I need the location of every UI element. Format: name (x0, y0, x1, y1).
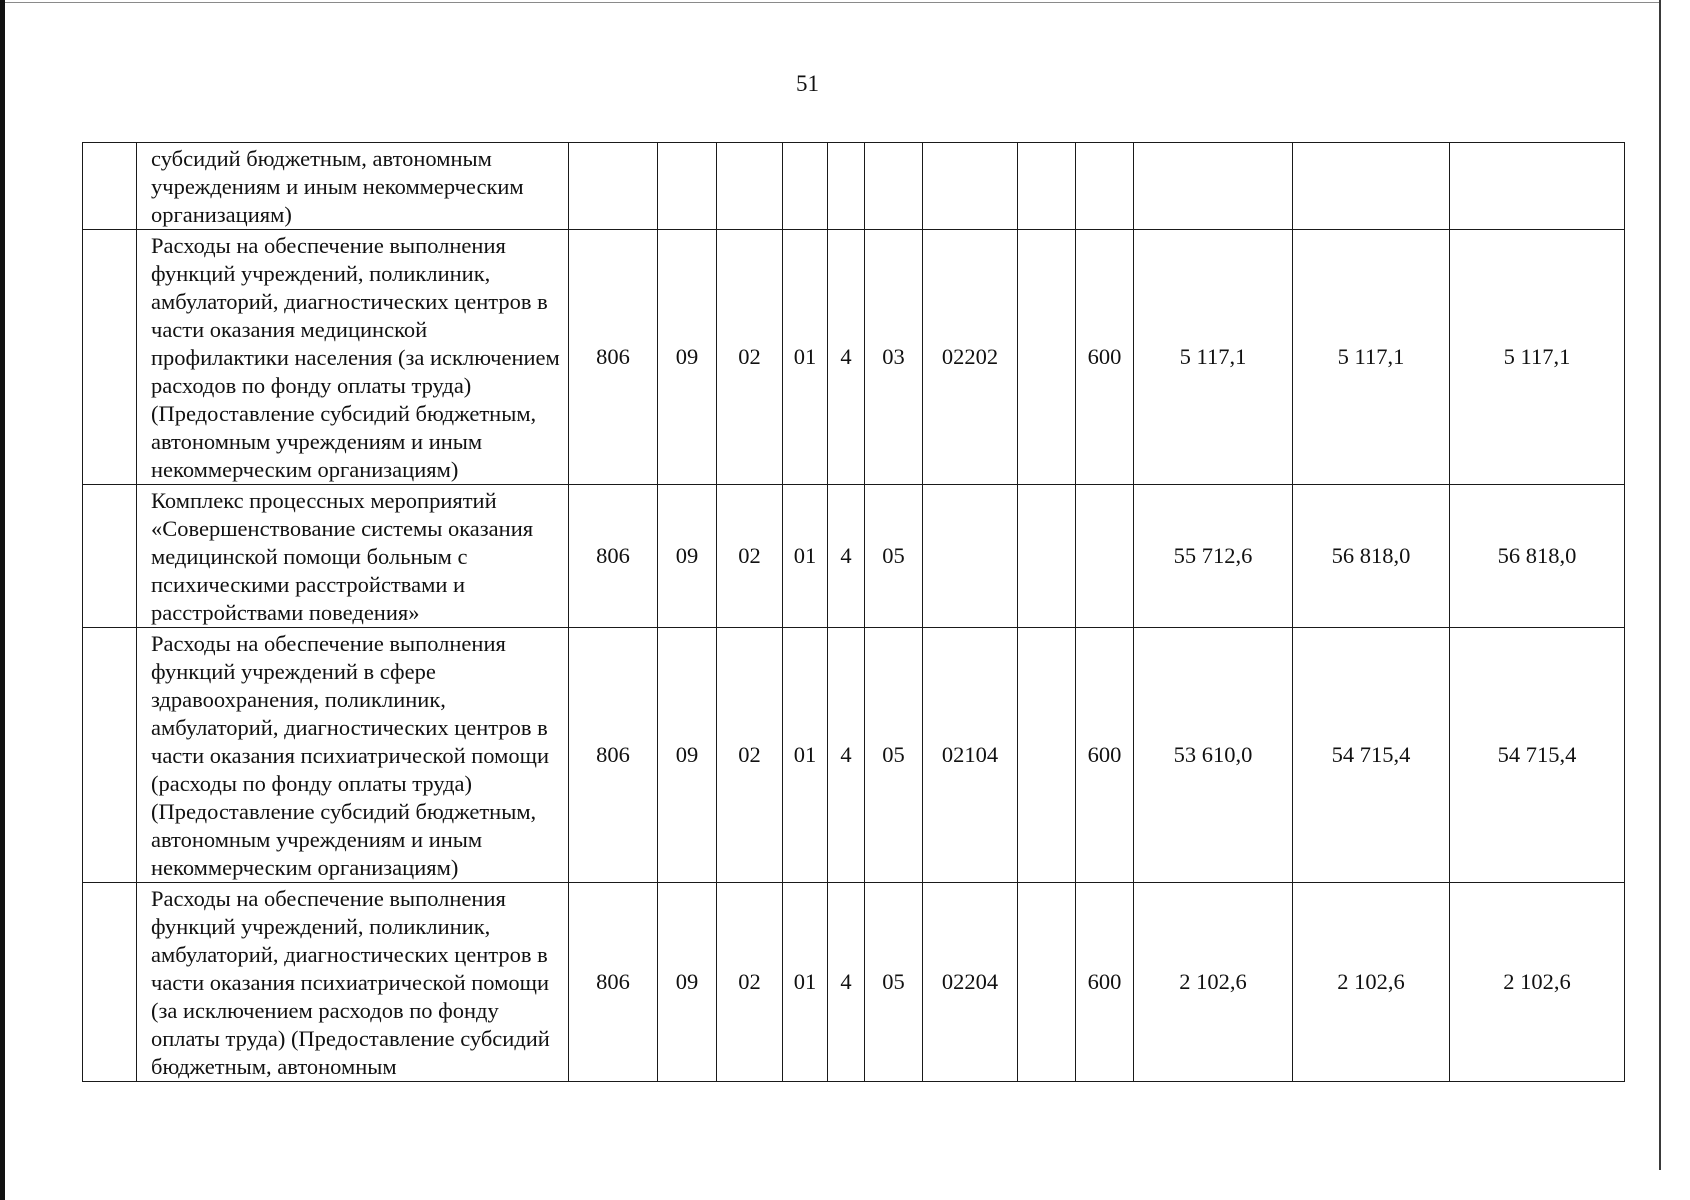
complex-code: 03 (865, 230, 923, 485)
table-row (83, 485, 1625, 628)
amount-year1: 2 102,6 (1134, 883, 1293, 1082)
amount-year3: 2 102,6 (1450, 883, 1625, 1082)
extra-code (1018, 230, 1076, 485)
row-description: Расходы на обеспечение выполнения функций учреждений, поликлиник, амбулаторий, диагностических центров в части оказания психиатрической помощи (за исключением расходов по фонду оплаты труда) (Предоставление субсидий бюджетным, автономным (137, 883, 569, 1082)
subsection-code: 02 (717, 628, 783, 883)
ministry-code: 806 (569, 230, 658, 485)
amount-year3 (1450, 143, 1625, 230)
extra-code (1018, 485, 1076, 628)
budget-table (82, 142, 1625, 1082)
program-code: 01 (783, 230, 828, 485)
section-code: 09 (658, 485, 717, 628)
row-description: Комплекс процессных мероприятий «Совершенствование системы оказания медицинской помощи больным с психическими расстройствами и расстройствами поведения» (137, 485, 569, 628)
direction-code (923, 485, 1018, 628)
complex-code: 05 (865, 485, 923, 628)
direction-code: 02202 (923, 230, 1018, 485)
scan-left-edge (0, 0, 5, 1200)
section-code: 09 (658, 628, 717, 883)
table-row (83, 628, 1625, 883)
subsection-code: 02 (717, 230, 783, 485)
program-code: 01 (783, 628, 828, 883)
ministry-code (569, 143, 658, 230)
type-code: 4 (828, 485, 865, 628)
amount-year3: 5 117,1 (1450, 230, 1625, 485)
expense-type-code: 600 (1076, 883, 1134, 1082)
ministry-code: 806 (569, 485, 658, 628)
table-row (83, 230, 1625, 485)
row-description: Расходы на обеспечение выполнения функций учреждений в сфере здравоохранения, поликлиник, амбулаторий, диагностических центров в части оказания психиатрической помощи (расходы по фонду оплаты труда) (Предоставление субсидий бюджетным, автономным учреждениям и иным некоммерческим организациям) (137, 628, 569, 883)
section-code: 09 (658, 230, 717, 485)
amount-year1: 53 610,0 (1134, 628, 1293, 883)
row-index (83, 883, 137, 1082)
extra-code (1018, 883, 1076, 1082)
type-code: 4 (828, 628, 865, 883)
amount-year3: 54 715,4 (1450, 628, 1625, 883)
section-code (658, 143, 717, 230)
table-row (83, 883, 1625, 1082)
amount-year2: 5 117,1 (1293, 230, 1450, 485)
amount-year2 (1293, 143, 1450, 230)
row-description: субсидий бюджетным, автономным учреждениям и иным некоммерческим организациям) (137, 143, 569, 230)
subsection-code (717, 143, 783, 230)
page-number: 51 (796, 71, 819, 96)
table-row (83, 143, 1625, 230)
subsection-code: 02 (717, 883, 783, 1082)
complex-code: 05 (865, 883, 923, 1082)
section-code: 09 (658, 883, 717, 1082)
amount-year2: 54 715,4 (1293, 628, 1450, 883)
amount-year1: 55 712,6 (1134, 485, 1293, 628)
ministry-code: 806 (569, 628, 658, 883)
expense-type-code: 600 (1076, 628, 1134, 883)
subsection-code: 02 (717, 485, 783, 628)
row-index (83, 230, 137, 485)
complex-code (865, 143, 923, 230)
amount-year1 (1134, 143, 1293, 230)
row-index (83, 628, 137, 883)
complex-code: 05 (865, 628, 923, 883)
amount-year1: 5 117,1 (1134, 230, 1293, 485)
amount-year2: 56 818,0 (1293, 485, 1450, 628)
direction-code (923, 143, 1018, 230)
row-index (83, 485, 137, 628)
amount-year2: 2 102,6 (1293, 883, 1450, 1082)
extra-code (1018, 628, 1076, 883)
type-code: 4 (828, 883, 865, 1082)
direction-code: 02204 (923, 883, 1018, 1082)
expense-type-code: 600 (1076, 230, 1134, 485)
program-code: 01 (783, 485, 828, 628)
ministry-code: 806 (569, 883, 658, 1082)
amount-year3: 56 818,0 (1450, 485, 1625, 628)
row-index (83, 143, 137, 230)
direction-code: 02104 (923, 628, 1018, 883)
row-description: Расходы на обеспечение выполнения функций учреждений, поликлиник, амбулаторий, диагностических центров в части оказания медицинской профилактики населения (за исключением расходов по фонду оплаты труда) (Предоставление субсидий бюджетным, автономным учреждениям и иным некоммерческим организациям) (137, 230, 569, 485)
type-code (828, 143, 865, 230)
extra-code (1018, 143, 1076, 230)
program-code: 01 (783, 883, 828, 1082)
scan-right-edge (1659, 0, 1661, 1170)
expense-type-code (1076, 485, 1134, 628)
type-code: 4 (828, 230, 865, 485)
program-code (783, 143, 828, 230)
expense-type-code (1076, 143, 1134, 230)
scan-top-edge (0, 2, 1660, 3)
